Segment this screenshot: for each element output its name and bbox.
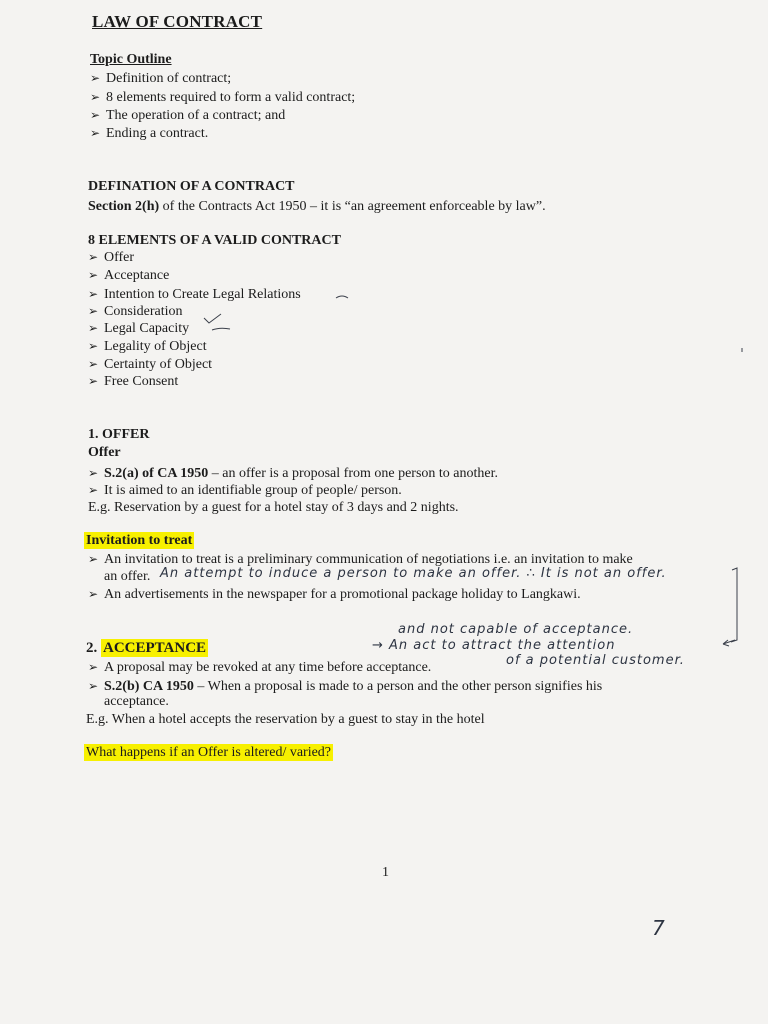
elements-heading: 8 ELEMENTS OF A VALID CONTRACT	[88, 233, 341, 248]
bullet-arrow-icon: ➢	[88, 660, 99, 674]
squiggle-mark	[336, 296, 348, 298]
list-item: ➢ An advertisements in the newspaper for a promotional package holiday to Langkawi.	[88, 587, 581, 602]
handwritten-note: An attempt to induce a person to make an offer. ∴ It is not an offer.	[160, 566, 667, 581]
bullet-arrow-icon: ➢	[88, 287, 99, 301]
list-item: ➢ The operation of a contract; and	[90, 108, 286, 123]
bullet-arrow-icon: ➢	[88, 304, 99, 318]
handwritten-note: → An act to attract the attention	[372, 638, 616, 653]
definition-text: Section 2(h) of the Contracts Act 1950 – it is “an agreement enforceable by law”.	[88, 199, 546, 214]
list-item: ➢ Intention to Create Legal Relations	[88, 287, 301, 302]
bullet-arrow-icon: ➢	[88, 357, 99, 371]
list-item: ➢ An invitation to treat is a preliminary communication of negotiations i.e. an invitation to make	[88, 552, 633, 567]
bracket-mark	[731, 568, 737, 642]
list-item: ➢ Legality of Object	[88, 339, 207, 354]
arrow-mark	[723, 640, 735, 646]
list-item: ➢ Consideration	[88, 304, 183, 319]
acceptance-heading: 2. ACCEPTANCE	[86, 640, 207, 656]
bullet-arrow-icon: ➢	[90, 71, 101, 85]
acceptance-example: E.g. When a hotel accepts the reservation by a guest to stay in the hotel	[86, 712, 485, 727]
list-item: ➢ Offer	[88, 250, 135, 265]
bullet-arrow-icon: ➢	[88, 466, 99, 480]
handwritten-mark: 7	[652, 916, 666, 940]
squiggle-mark	[212, 328, 230, 330]
list-item-continuation: acceptance.	[104, 694, 169, 709]
list-item: ➢ S.2(b) CA 1950 – When a proposal is made to a person and the other person signifies his	[88, 679, 603, 694]
check-mark	[204, 314, 221, 323]
list-item: ➢ A proposal may be revoked at any time before acceptance.	[88, 660, 432, 675]
list-item: ➢ Ending a contract.	[90, 126, 209, 141]
question-text: What happens if an Offer is altered/ varied?	[86, 745, 332, 760]
handwritten-note: and not capable of acceptance.	[398, 622, 634, 637]
invitation-heading: Invitation to treat	[86, 533, 193, 548]
page-title: LAW OF CONTRACT	[92, 12, 263, 31]
list-item: ➢ S.2(a) of CA 1950 – an offer is a proposal from one person to another.	[88, 466, 499, 481]
offer-heading: 1. OFFER	[88, 427, 150, 442]
list-item: ➢ Definition of contract;	[90, 71, 232, 86]
outline-heading: Topic Outline	[90, 52, 172, 67]
bullet-arrow-icon: ➢	[88, 483, 99, 497]
list-item: ➢ 8 elements required to form a valid contract;	[90, 90, 356, 105]
list-item: ➢ Legal Capacity	[88, 321, 190, 336]
bullet-arrow-icon: ➢	[88, 374, 99, 388]
bullet-arrow-icon: ➢	[88, 339, 99, 353]
page-number: 1	[382, 865, 389, 880]
bullet-arrow-icon: ➢	[88, 250, 99, 264]
handwritten-note: of a potential customer.	[506, 653, 685, 668]
list-item: ➢ Acceptance	[88, 268, 170, 283]
bullet-arrow-icon: ➢	[88, 587, 99, 601]
list-item-continuation: an offer.	[104, 569, 151, 584]
bullet-arrow-icon: ➢	[90, 108, 101, 122]
bullet-arrow-icon: ➢	[90, 90, 101, 104]
bullet-arrow-icon: ➢	[88, 679, 99, 693]
list-item: ➢ It is aimed to an identifiable group of people/ person.	[88, 483, 402, 498]
bullet-arrow-icon: ➢	[88, 321, 99, 335]
list-item: ➢ Free Consent	[88, 374, 179, 389]
list-item: ➢ Certainty of Object	[88, 357, 213, 372]
definition-heading: DEFINATION OF A CONTRACT	[88, 179, 295, 194]
offer-example: E.g. Reservation by a guest for a hotel stay of 3 days and 2 nights.	[88, 500, 459, 515]
bullet-arrow-icon: ➢	[88, 552, 99, 566]
bullet-arrow-icon: ➢	[88, 268, 99, 282]
offer-subheading: Offer	[88, 445, 121, 460]
bullet-arrow-icon: ➢	[90, 126, 101, 140]
